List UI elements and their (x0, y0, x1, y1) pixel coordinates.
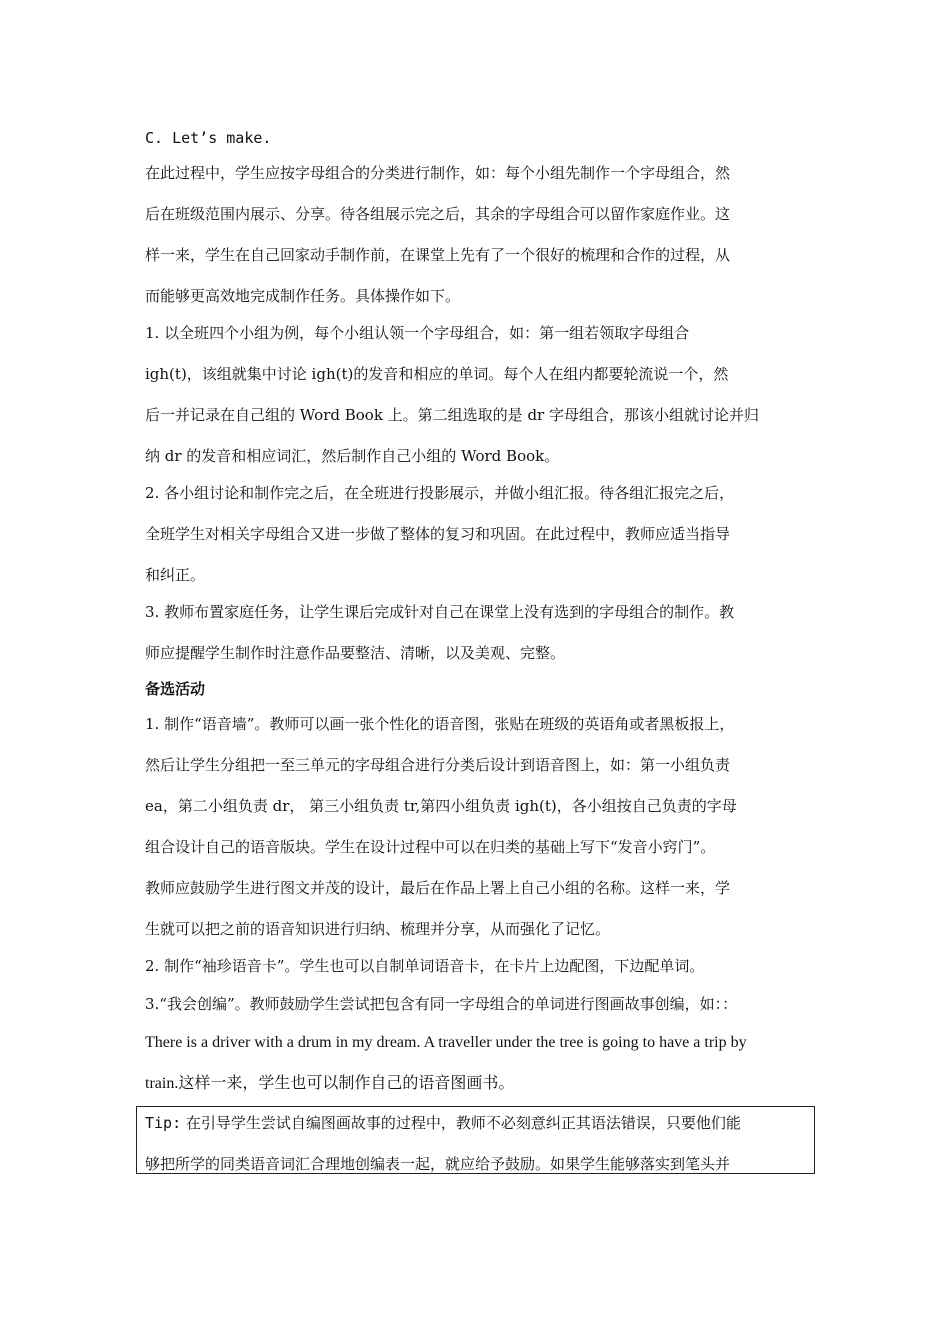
step3-line: 师应提醒学生制作时注意作品要整洁、清晰，以及美观、完整。 (145, 644, 566, 662)
tip-label: Tip: (145, 1114, 182, 1132)
opt1-line: 教师应鼓励学生进行图文并茂的设计，最后在作品上署上自己小组的名称。这样一来，学 (145, 879, 731, 897)
step1-line: 1. 以全班四个小组为例，每个小组认领一个字母组合，如：第一组若领取字母组合 (145, 324, 690, 342)
opt1-line: 生就可以把之前的语音知识进行归纳、梳理并分享，从而强化了记忆。 (145, 920, 611, 938)
tip-text-1: 在引导学生尝试自编图画故事的过程中，教师不必刻意纠正其语法错误，只要他们能 (181, 1114, 741, 1132)
intro-line: 在此过程中，学生应按字母组合的分类进行制作，如：每个小组先制作一个字母组合，然 (145, 164, 731, 182)
section-heading: C. Let’s make. (145, 129, 272, 147)
step2-line: 全班学生对相关字母组合又进一步做了整体的复习和巩固。在此过程中，教师应适当指导 (145, 525, 731, 543)
opt2-line: 2. 制作“袖珍语音卡”。学生也可以自制单词语音卡，在卡片上边配图，下边配单词。 (145, 957, 705, 975)
optional-heading: 备选活动 (145, 680, 206, 698)
opt1-line: ea，第二小组负责 dr， 第三小组负责 tr,第四小组负责 igh(t)，各小组按自己负责的字母 (145, 797, 737, 815)
step1-line: igh(t)，该组就集中讨论 igh(t)的发音和相应的单词。每个人在组内都要轮流说一个，然 (145, 365, 729, 383)
opt3-line-english: There is a driver with a drum in my dream. A traveller under the tree is going to have a trip by (145, 1034, 747, 1051)
step2-line: 2. 各小组讨论和制作完之后，在全班进行投影展示，并做小组汇报。待各组汇报完之后， (145, 484, 735, 502)
tip-line-1 (145, 1113, 810, 1133)
opt3-line: train.这样一来，学生也可以制作自己的语音图画书。 (145, 1075, 515, 1092)
opt1-line: 1. 制作“语音墙”。教师可以画一张个性化的语音图，张贴在班级的英语角或者黑板报上， (145, 715, 735, 733)
step2-line: 和纠正。 (145, 566, 206, 584)
intro-line: 后在班级范围内展示、分享。待各组展示完之后，其余的字母组合可以留作家庭作业。这 (145, 205, 731, 223)
opt1-line: 组合设计自己的语音版块。学生在设计过程中可以在归类的基础上写下“发音小窍门”。 (145, 838, 716, 856)
tip-line-2: 够把所学的同类语音词汇合理地创编表一起，就应给予鼓励。如果学生能够落实到笔头并 (145, 1155, 731, 1173)
step1-line: 后一并记录在自己组的 Word Book 上。第二组选取的是 dr 字母组合，那该小组就讨论并归 (145, 406, 759, 424)
opt3-line: 3.“我会创编”。教师鼓励学生尝试把包含有同一字母组合的单词进行图画故事创编，如：： (145, 995, 738, 1013)
intro-line: 而能够更高效地完成制作任务。具体操作如下。 (145, 287, 461, 305)
step3-line: 3. 教师布置家庭任务，让学生课后完成针对自己在课堂上没有选到的字母组合的制作。教 (145, 603, 735, 621)
opt1-line: 然后让学生分组把一至三单元的字母组合进行分类后设计到语音图上，如：第一小组负责 (145, 756, 731, 774)
step1-line: 纳 dr 的发音和相应词汇，然后制作自己小组的 Word Book。 (145, 447, 560, 465)
tip-box (136, 1106, 815, 1174)
intro-line: 样一来，学生在自己回家动手制作前，在课堂上先有了一个很好的梳理和合作的过程，从 (145, 246, 731, 264)
